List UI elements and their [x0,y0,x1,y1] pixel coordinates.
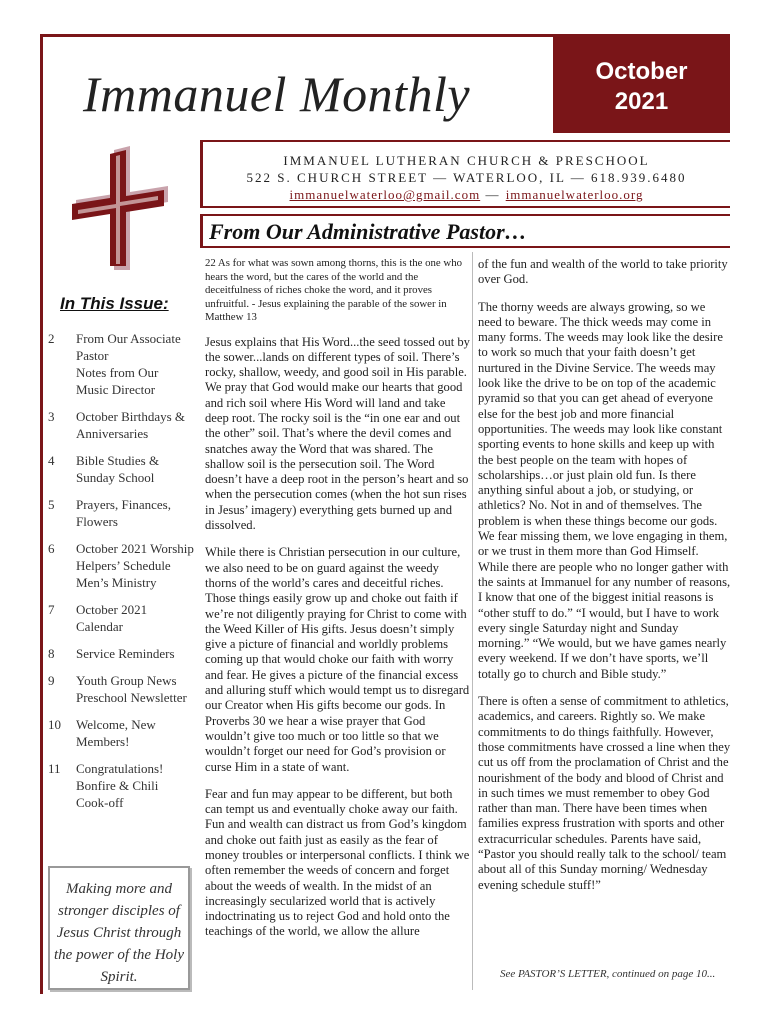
list-item [48,672,194,706]
issue-topic: Bible Studies & Sunday School [76,453,160,485]
email-link[interactable]: immanuelwaterloo@gmail.com [289,187,481,202]
issue-topic: Youth Group News Preschool Newsletter [76,673,187,705]
issue-page-number: 10 [48,717,61,732]
article-paragraph: Jesus explains that His Word...the seed tossed out by the sower...lands on different types of soil. There’s rocky, shallow, weedy, and good soil in His parable. We pray that God would make our hearts that good and rich soil where His Word will land and take deep root. The rocky soil is the “in one ear and out the other” soil. That’s where the devil comes and snatches away the Word that was shared. The shallow soil is the persecution soil. The Word doesn’t have a deep root in the person’s heart and so when the persecution comes (when the hot sun rises in Jesus’ imagery) everything gets burned up and dissolved. [205,334,470,533]
issue-topic: October 2021 Calendar [76,602,148,634]
issue-year: 2021 [614,88,669,115]
issue-page-number: 9 [48,673,55,688]
list-item [48,452,194,486]
article-paragraph: The thorny weeds are always growing, so we need to beware. The thick weeds may come in many forms. The weeds may look like the desire to work so much that your faith doesn’t get nurtured in the Divine Service. The weeds may look like the drive to be on top of the academic pyramid so that you can get ahead of everyone else for the best job and more financial opportunities. The weeds may look like constant sporting events to hone skills and keep up with the best people on the team with hopes of scholarships…or just plain old fun. Is there anything sinful about a job, or studying, or athletics? No. Not in and of themselves. The problem is when these things become our gods. We fear missing them, we love engaging in them, or we trust in them more than God Himself. While there are people who no longer gather with the saints at Immanuel for any number of reasons, I know that one of the biggest initial reasons is “other stuff to do.” “I would, but I have to work every single Saturday night and Sunday morning.” “We would, but we have games nearly every weekend. If we don’t have sports, we’ll totally go to church and Bible study.” [478,299,731,681]
article-paragraph: of the fun and wealth of the world to take priority over God. [478,257,728,287]
issue-topic: Welcome, New Members! [76,717,156,749]
issue-date [553,37,730,133]
article-heading: From Our Administrative Pastor… [200,214,730,248]
issue-page-number: 5 [48,497,55,512]
article-paragraph: There is often a sense of commitment to athletics, academics, and careers. Rightly so. We make commitments to do things faithfully. However, those commitments have crossed a line when they cut us off from the proclamation of Christ and the nourishment of the body and blood of Christ and in such times we must remember to obey God rather than man. There have been times when families express frustration with sports and other extracurricular schedules. Parents have said, “Pastor you should really talk to the school/ team about all of this Sunday morning/ Wednesday evening schedule stuff!” [478,694,731,892]
article-paragraph: Fear and fun may appear to be different, but both can tempt us and eventually choke away our faith. Fun and wealth can distract us from God’s kingdom and choke out faith just as easily as the fear of money troubles or interpersonal conflicts. I think we often remember the weeds of concern and forget about the weeds of wealth. In the midst of an increasingly secularized world that is actively indoctrinating us to reject God and hold onto the teachings of the world, we allow the allure [205,786,470,939]
issue-page-number: 11 [48,761,61,776]
issue-topic: October 2021 Worship Helpers’ Schedule Men’s Ministry [76,541,194,590]
list-item [48,496,194,530]
website-link[interactable]: immanuelwaterloo.org [505,187,644,202]
continued-note: See PASTOR’S LETTER, continued on page 10... [500,968,716,980]
in-this-issue-list [48,330,194,821]
article-paragraph: While there is Christian persecution in our culture, we also need to be on guard against the weedy thorns of the world’s cares and deceitful riches. Those things easily grow up and choke out faith if we’re not diligently praying for Christ to come with the Weed Killer of His gifts. Jesus doesn’t simply give a picture of financial and worldly problems coming up that would choke our faith with worry and fear. He gives a picture of the financial excess and alluring stuff which would tempt us to disregard our Creator when His gifts become our gods. In Proverbs 30 we hear a wise prayer that God wouldn’t give too much or too little so that we wouldn’t forget our need for God’s provision or curse Him in a state of want. [205,545,470,774]
issue-topic: Congratulations! Bonfire & Chili Cook-off [76,761,164,810]
list-item [48,540,194,591]
issue-topic: Service Reminders [76,646,175,661]
church-name: IMMANUEL LUTHERAN CHURCH & PRESCHOOL [283,153,650,168]
list-item [48,760,194,811]
scripture-verse: 22 As for what was sown among thorns, this is the one who hears the word, but the cares of the world and the deceitfulness of riches choke the word, and it proves unfruitful. - Jesus explaining the parable of the sower in Matthew 13 [205,257,463,323]
list-item [48,408,194,442]
column-divider [472,252,473,990]
newsletter-title: Immanuel Monthly [83,66,471,122]
issue-page-number: 4 [48,453,55,468]
in-this-issue-title: In This Issue: [60,294,169,313]
article-column-2 [478,257,732,905]
issue-month: October [595,58,688,85]
motto-box: Making more and stronger disciples of Jesus Christ through the power of the Holy Spirit. [48,866,190,990]
issue-page-number: 3 [48,409,55,424]
issue-page-number: 8 [48,646,55,661]
issue-page-number: 7 [48,602,55,617]
lcms-cross-icon [72,146,172,270]
article-column-1 [205,257,470,952]
list-item [48,645,194,662]
contact-separator: — [480,187,506,202]
issue-page-number: 6 [48,541,55,556]
list-item [48,330,194,398]
issue-topic: From Our Associate Pastor Notes from Our Music Director [76,331,181,397]
issue-page-number: 2 [48,331,55,346]
left-border [40,34,43,994]
list-item [48,716,194,750]
masthead [43,37,553,133]
church-info [200,140,730,208]
list-item [48,601,194,635]
church-contacts [203,186,730,203]
church-address: 522 S. CHURCH STREET — WATERLOO, IL — 618.939.6480 [246,170,687,185]
issue-topic: October Birthdays & Anniversaries [76,409,186,441]
issue-topic: Prayers, Finances, Flowers [76,497,171,529]
